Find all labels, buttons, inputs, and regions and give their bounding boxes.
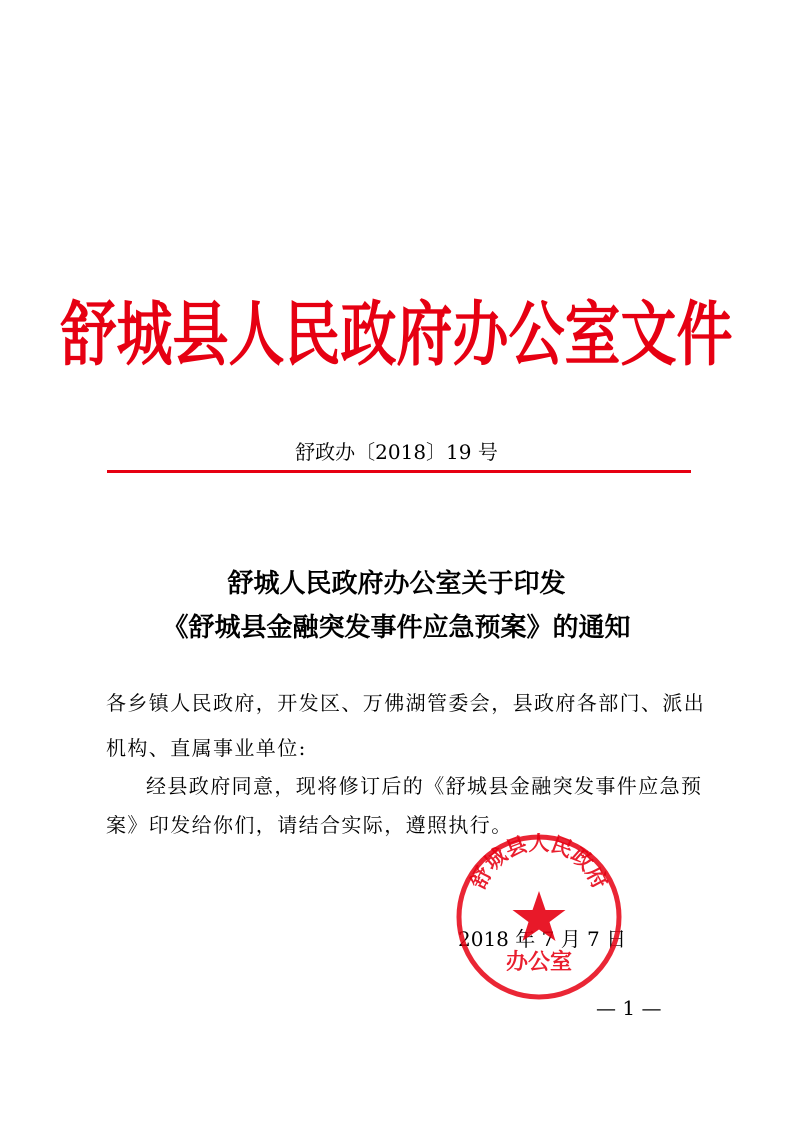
document-number: 舒政办〔2018〕19 号	[295, 440, 498, 464]
seal-graphic	[455, 833, 623, 1001]
body-paragraph-line-2: 案》印发给你们，请结合实际，遵照执行。	[106, 813, 513, 837]
official-seal-stamp	[455, 833, 623, 1001]
red-star-icon	[513, 891, 566, 941]
seal-arc-text: 舒城县人民政府	[465, 833, 613, 893]
notice-title-line-2: 《舒城县金融突发事件应急预案》的通知	[162, 613, 631, 643]
red-divider-line	[107, 470, 691, 473]
body-paragraph-line-1: 经县政府同意，现将修订后的《舒城县金融突发事件应急预	[146, 774, 703, 798]
page-number: — 1 —	[596, 996, 662, 1020]
notice-title-line-1: 舒城人民政府办公室关于印发	[227, 569, 566, 599]
seal-bottom-text: 办公室	[505, 949, 573, 975]
issue-date: 2018 年 7 月 7 日	[458, 927, 627, 951]
recipients-line-2: 机构、直属事业单位:	[106, 736, 307, 760]
recipients-line-1: 各乡镇人民政府，开发区、万佛湖管委会，县政府各部门、派出	[106, 691, 706, 715]
document-header-title: 舒城县人民政府办公室文件	[60, 293, 733, 376]
